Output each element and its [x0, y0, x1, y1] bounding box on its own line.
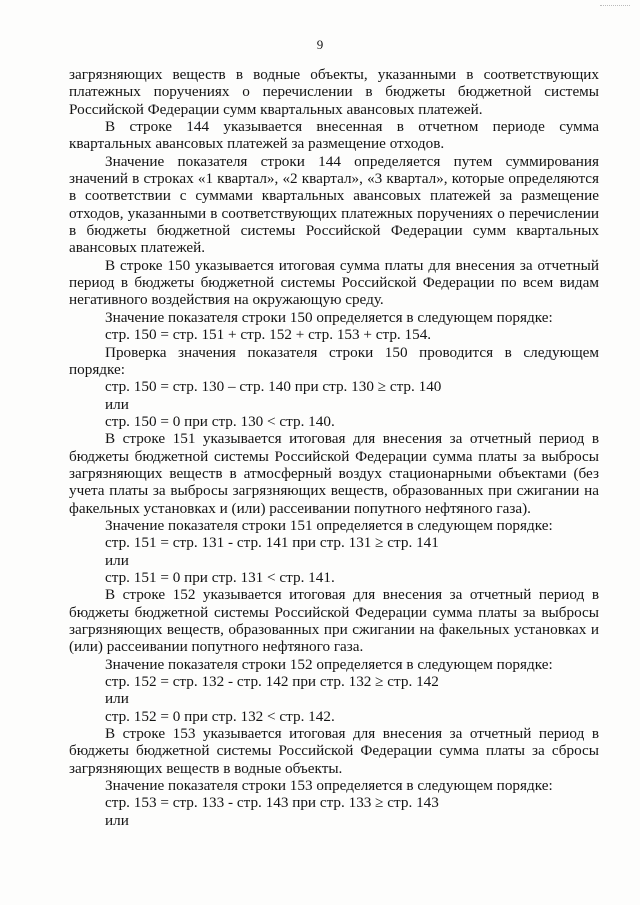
page-number: 9 [316, 37, 324, 52]
paragraph: стр. 151 = стр. 131 - стр. 141 при стр. 131 ≥ стр. 141 [105, 534, 439, 552]
paragraph: В строке 152 указывается итоговая для внесения за отчетный период в бюджеты бюджетной системы Российской Федерации сумма платы за выбросы загрязняющих веществ, образованных при сжигании на факельных установках и (или) рассеивании попутного нефтяного газа. [69, 586, 599, 656]
scan-artifact [600, 5, 630, 8]
paragraph: В строке 153 указывается итоговая для внесения за отчетный период в бюджеты бюджетной системы Российской Федерации сумма платы за сбросы загрязняющих веществ в водные объекты. [69, 725, 599, 777]
paragraph: В строке 151 указывается итоговая для внесения за отчетный период в бюджеты бюджетной системы Российской Федерации сумма платы за выбросы загрязняющих веществ в атмосферный воздух стационарными объектами (без учета платы за выбросы загрязняющих веществ, образованных при сжигании на факельных установках и (или) рассеивании попутного нефтяного газа). [69, 430, 599, 517]
paragraph: Проверка значения показателя строки 150 проводится в следующем порядке: [69, 343, 599, 378]
paragraph: стр. 150 = стр. 151 + стр. 152 + стр. 153 + стр. 154. [105, 326, 432, 344]
paragraph: Значение показателя строки 144 определяется путем суммирования значений в строках «1 квартал», «2 квартал», «3 квартал», которые определяются в соответствии с суммами квартальных авансовых платежей за размещение отходов, указанными в соответствующих платежных поручениях о перечислении в бюджеты бюджетной системы Российской Федерации сумм квартальных авансовых платежей. [69, 152, 599, 257]
paragraph: стр. 151 = 0 при стр. 131 < стр. 141. [105, 568, 335, 586]
paragraph: стр. 153 = стр. 133 - стр. 143 при стр. 133 ≥ стр. 143 [105, 794, 439, 812]
paragraph: или [105, 811, 129, 829]
paragraph: стр. 150 = стр. 130 – стр. 140 при стр. 130 ≥ стр. 140 [105, 378, 442, 396]
paragraph: Значение показателя строки 151 определяется в следующем порядке: [105, 516, 553, 534]
paragraph: или [105, 690, 129, 708]
paragraph: загрязняющих веществ в водные объекты, указанными в соответствующих платежных поручениях о перечислении в бюджеты бюджетной системы Российской Федерации сумм квартальных авансовых платежей. [69, 66, 599, 118]
paragraph: стр. 152 = 0 при стр. 132 < стр. 142. [105, 707, 335, 725]
paragraph: В строке 144 указывается внесенная в отчетном периоде сумма квартальных авансовых платежей за размещение отходов. [69, 118, 599, 153]
paragraph: стр. 150 = 0 при стр. 130 < стр. 140. [105, 412, 335, 430]
paragraph: Значение показателя строки 150 определяется в следующем порядке: [105, 308, 553, 326]
paragraph: или [105, 551, 129, 569]
paragraph: В строке 150 указывается итоговая сумма платы для внесения за отчетный период в бюджеты бюджетной системы Российской Федерации по всем видам негативного воздействия на окружающую среду. [69, 256, 599, 309]
document-body [69, 66, 599, 829]
paragraph: Значение показателя строки 152 определяется в следующем порядке: [105, 655, 553, 673]
paragraph: стр. 152 = стр. 132 - стр. 142 при стр. 132 ≥ стр. 142 [105, 673, 439, 691]
paragraph: или [105, 395, 129, 413]
paragraph: Значение показателя строки 153 определяется в следующем порядке: [105, 777, 553, 795]
